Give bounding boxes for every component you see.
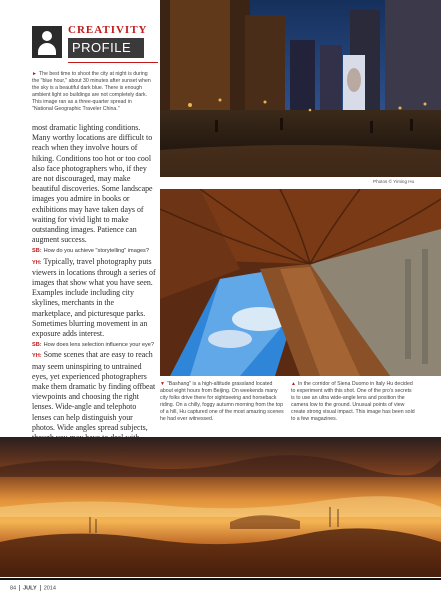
page-number: 84 (10, 585, 17, 592)
answer-label: YH: (32, 353, 42, 360)
answer: Some scenes that are easy to reach may seem uninspiring to untrained eyes, yet experienced photographers make them dramatic by finding offbeat viewpoints and choosing the right lenses. Wide-angle and telephoto lenses can help distinguish your photos. Wide angles spread subjects, (32, 350, 156, 432)
page-footer (10, 585, 56, 591)
issue-year: 2014 (43, 585, 56, 592)
caption-siena: ▲ In the corridor of Siena Duomo in Italy Hu decided to experiment with this shot. One of the pro's secrets is to use an ultra wide-angle lens and position the camera low to the ground. Unusual points of view create strong visual impact. This image has been sold to a few magazines. (291, 381, 415, 422)
question-label: SB: (32, 248, 42, 255)
photo-credit: Photos © Yiming Hu (373, 179, 415, 184)
photo-city-night (160, 0, 441, 177)
caption-bashang: ▼ "Bashang" is a high-altitude grassland located about eight hours from Beijing. On weekends many city folks drive there for sightseeing and horseback riding. On a chilly, foggy autumn morning from the top of a hill, Hu captured one of the most amazing scenes he had ever witnessed. (160, 381, 284, 422)
question: How do you achieve "storytelling" images? (43, 248, 149, 255)
question-label: SB: (32, 342, 42, 349)
photo-siena-corridor (160, 189, 441, 376)
header-rule (68, 62, 158, 63)
caption-marker-icon: ► (32, 71, 37, 77)
section-title: CREATIVITY (68, 24, 148, 36)
footer-rule (0, 578, 441, 580)
caption-top: ► The best time to shoot the city at night is during the "blue hour," about 30 minutes after sunset when the sky is a beautiful dark blue. There is enough ambient light so buildings are not completely dark. This image ran as a three-quarter spread in "National Geographic Traveler China." (32, 71, 151, 112)
answer: Typically, travel photography puts viewers in locations through a series of images that show what you have seen. Examples include including city skylines, merchants in the marketplace, and picturesque parks. Sometimes blurring movement in an exposure adds interest. (32, 256, 156, 339)
question: How does lens selection influence your eye? (43, 342, 155, 349)
section-subtitle: PROFILE (68, 38, 144, 58)
answer-label: YH: (32, 259, 42, 266)
caption-marker-icon: ▼ (160, 381, 165, 387)
photo-bashang-fog (0, 437, 441, 577)
paragraph: most dramatic lighting conditions. Many worthy locations are difficult to reach when they involve hours of hiking. Conditions too hot or too cool also face photographers who, if they are not discouraged, may make beautiful discoveries. Some landscape images you admire in books or exhibitions may have taken days of waiting for vivid light to make outstanding images. Patience can augment success. (32, 123, 153, 245)
section-header (32, 24, 162, 68)
caption-marker-icon: ▲ (291, 381, 296, 387)
person-icon (32, 26, 62, 58)
issue-month: JULY (23, 585, 37, 592)
